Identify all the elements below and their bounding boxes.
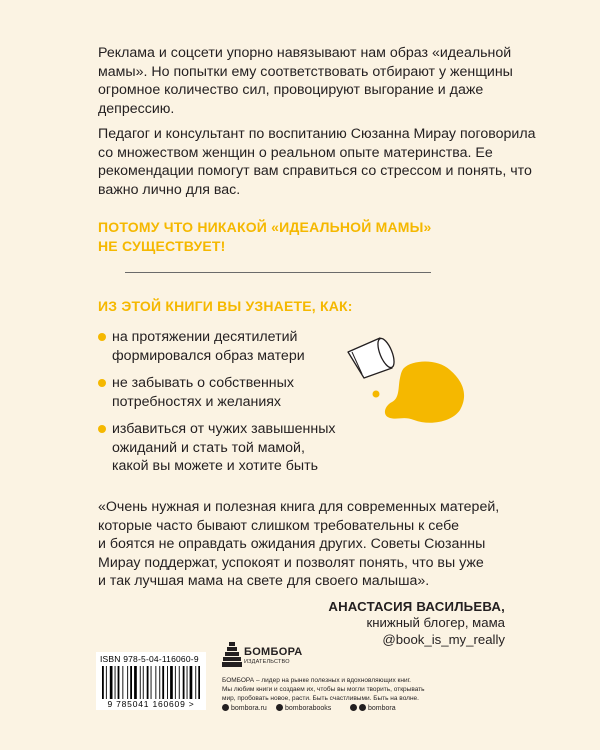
blurb-line: БОМБОРА – лидер на рынке полезных и вдохновляющих книг. [222, 677, 411, 684]
blurb-line: мир, пробовать новое, расти. Быть счастливыми. Быть на волне. [222, 695, 419, 702]
learn-item-line: избавиться от чужих завышенных [112, 421, 336, 437]
bullet-dot-icon [98, 379, 106, 387]
highlight-tagline [98, 218, 498, 256]
blurb-line: Мы любим книги и создаем их, чтобы вы могли творить, открывать [222, 686, 425, 693]
spill-puddle [385, 362, 464, 423]
learn-item-text [112, 328, 305, 365]
highlight-line-1: ПОТОМУ ЧТО НИКАКОЙ «ИДЕАЛЬНОЙ МАМЫ» [98, 219, 432, 235]
learn-item-line: какой вы можете и хотите быть [112, 458, 318, 474]
social-media-label: bombora [368, 705, 396, 712]
barcode [96, 652, 206, 710]
bullet-dot-icon [98, 333, 106, 341]
publisher-subtitle: ИЗДАТЕЛЬСТВО [244, 659, 290, 665]
social-site[interactable] [222, 704, 267, 714]
spill-drop [373, 391, 380, 398]
social-vk[interactable] [276, 704, 331, 714]
publisher-logo [222, 640, 303, 670]
spilled-cup-illustration-icon [342, 330, 472, 430]
quote-author-name: АНАСТАСИЯ ВАСИЛЬЕВА, [328, 599, 505, 614]
barcode-digits: 9 785041 160609 > [107, 699, 195, 709]
quote-line: и боятся не оправдать ожидания других. Советы Сюзанны [98, 536, 486, 552]
learn-item-text [112, 374, 294, 411]
barcode-bars-icon [102, 666, 200, 699]
publisher-blurb [222, 676, 452, 703]
quote-author-handle: @book_is_my_really [382, 632, 505, 647]
globe-icon [222, 704, 229, 711]
social-site-label: bombora.ru [231, 705, 267, 712]
isbn-number: ISBN 978-5-04-116060-9 [100, 654, 199, 664]
learn-item-line: формировался образ матери [112, 347, 305, 364]
learn-item [98, 374, 358, 414]
learn-item-line: потребностях и желаниях [112, 393, 282, 410]
intro-paragraph-2: Педагог и консультант по воспитанию Сюзанна Мирау поговорила со множеством женщин о реальном опыте материнства. Ее рекомендации помогут вам справиться со стрессом и понять, что важно лично для вас. [98, 126, 536, 198]
quote-line: которые часто бывают слишком требовательны к себе [98, 517, 459, 534]
learn-item-line: ожиданий и стать той мамой, [112, 439, 305, 456]
intro-paragraph-1: Реклама и соцсети упорно навязывают нам образ «идеальной мамы». Но попытки ему соответствовать отбирают у женщины огромное количество сил, провоцируют выгорание и даже депрессию. [98, 45, 513, 117]
vk-icon [276, 704, 283, 711]
quote-author-role: книжный блогер, мама [366, 615, 505, 630]
testimonial-quote [98, 498, 538, 591]
highlight-line-2: НЕ СУЩЕСТВУЕТ! [98, 238, 226, 254]
section-divider [125, 272, 431, 273]
quote-line: Мирау поддержат, успокоят и позволят понять, что вы уже [98, 554, 484, 571]
quote-line: и так лучшая мама на свете для своего малыша». [98, 573, 430, 589]
youtube-icon [359, 704, 366, 711]
bullet-dot-icon [98, 425, 106, 433]
social-media[interactable] [350, 704, 396, 714]
telegram-icon [350, 704, 357, 711]
learn-item-text [112, 420, 336, 476]
publisher-name: БОМБОРА [244, 646, 303, 658]
learn-title: ИЗ ЭТОЙ КНИГИ ВЫ УЗНАЕТЕ, КАК: [98, 298, 353, 314]
learn-item-line: на протяжении десятилетий [112, 329, 298, 345]
learn-item [98, 328, 358, 368]
bombora-logo-icon [222, 640, 242, 670]
social-vk-label: bomborabooks [285, 705, 332, 712]
learn-item-line: не забывать о собственных [112, 375, 294, 391]
publisher-socials [222, 704, 462, 714]
learn-item [98, 420, 358, 480]
quote-line: «Очень нужная и полезная книга для современных матерей, [98, 499, 500, 515]
